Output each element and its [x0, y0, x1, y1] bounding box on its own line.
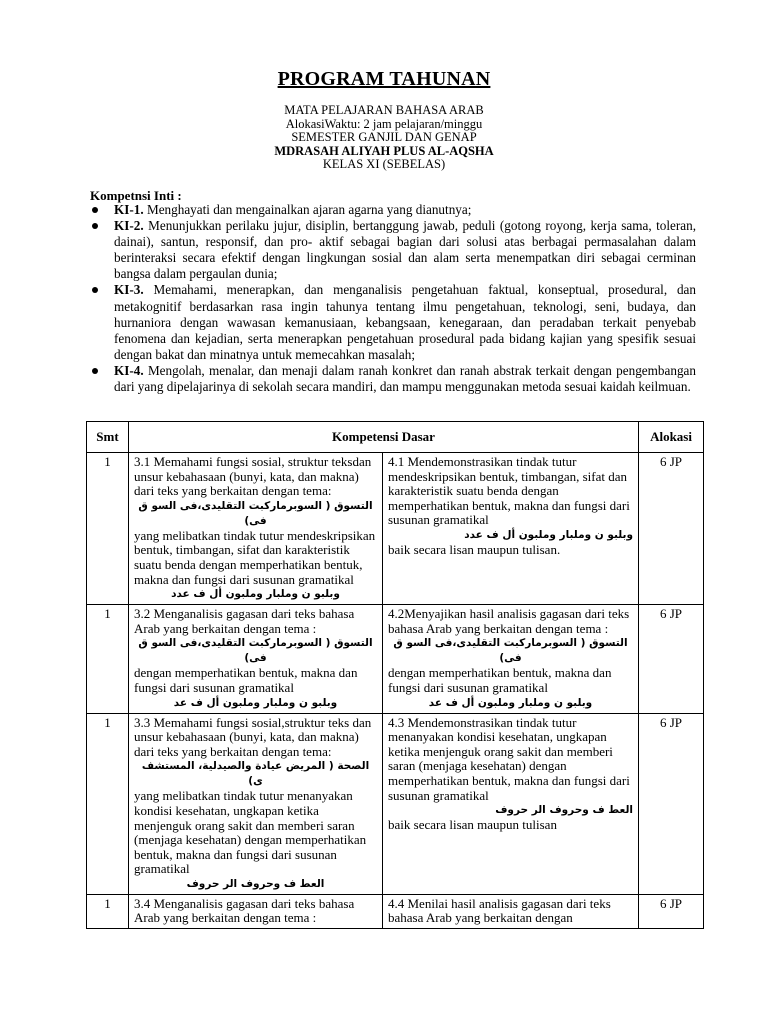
kd-text: dengan memperhatikan bentuk, makna dan fungsi dari susunan gramatikal — [134, 665, 358, 695]
table-row — [87, 894, 704, 928]
kd-skill-cell — [383, 605, 639, 713]
bullet-icon — [92, 223, 98, 229]
kd-text: 3.4 Menganalisis gagasan dari teks bahasa Arab yang berkaitan dengan tema : — [134, 895, 355, 926]
semester-cell: 1 — [87, 453, 129, 605]
kd-skill-cell — [383, 713, 639, 894]
ki-text: Memahami, menerapkan, dan menganalisis pengetahuan faktual, konseptual, prosedural, dan metakognitif berdasarkan rasa ingin tahunya tentang ilmu pengetahuan, teknologi, seni, budaya, dan hurnaniora dengan wawasan kemanusiaan, kebangsaan, kenegaraan, dan peradaban terkait penyebab fenomena dan kejadian, serta menerapkan pengetahuan prosedural pada bidang kajian yang spesifik sesuai dengan bakat dan minatnya untuk memecahkan masalah; — [114, 282, 696, 362]
kd-knowledge-cell — [129, 713, 383, 894]
alokasi-cell: 6 JP — [639, 453, 704, 605]
ki-text: Mengolah, menalar, dan menaji dalam ranah konkret dan ranah abstrak terkait dengan pengembangan dari yang dipelajarinya di sekolah secara mandiri, dan mampu menggunakan metoda sesuai kaidah keilmuan. — [114, 362, 696, 395]
arabic-text: العط ف وحروف الر حروف — [495, 804, 634, 817]
ki-item — [92, 218, 696, 282]
school-name-line: MDRASAH ALIYAH PLUS AL-AQSHA — [274, 143, 494, 158]
kd-knowledge-cell — [129, 605, 383, 713]
alokasi-cell: 6 JP — [639, 605, 704, 713]
ki-code: KI-3. — [114, 282, 144, 298]
header-smt: Smt — [87, 422, 129, 453]
semester-cell: 1 — [87, 713, 129, 894]
bullet-icon — [92, 287, 98, 293]
ki-list — [92, 202, 696, 395]
kd-text: yang melibatkan tindak tutur mendeskripsikan bentuk, timbangan, sifat dan karakteristik suatu benda dengan memperhatikan bentuk, makna dan fungsi dari susunan gramatikal — [134, 527, 376, 587]
kd-knowledge-cell — [129, 894, 383, 928]
ki-text: Menunjukkan perilaku jujur, disiplin, bertanggung jawab, peduli (gotong royong, kerja sama, toleran, dainai), santun, responsif, dan pro- aktif sebagai bagian dari solusi atas berbagai permasalahan dalam berinteraksi secara efektif dengan lingkungan sosial dan alam serta menempatkan diri sebagai cerminan bangsa dalam pergaulan dunia; — [114, 218, 696, 282]
class-line: KELAS XI (SEBELAS) — [322, 157, 446, 172]
kd-text: dengan memperhatikan bentuk, makna dan fungsi dari susunan gramatikal — [388, 665, 612, 695]
kd-text: baik secara lisan maupun tulisan. — [388, 541, 561, 557]
ki-item — [92, 363, 696, 395]
arabic-text: وبلبو ن وملبار وملبون أل ف عدد — [464, 528, 634, 541]
kd-text: 4.3 Mendemonstrasikan tindak tutur menanyakan kondisi kesehatan, ungkapan ketika menjenguk orang sakit dan memberi saran (menjaga kesehatan) dengan memperhatikan bentuk, makna dan fungsi dari susunan gramatikal — [388, 714, 630, 803]
arabic-text: الصحة ( المريض عيادة والصيدلية، المستشف ى) — [141, 760, 370, 788]
table-row — [87, 453, 704, 605]
arabic-text: التسوق ( السوبرماركبت التقليدى،فى السو ق فى) — [393, 637, 628, 665]
kd-text: 3.1 Memahami fungsi sosial, struktur teksdan unsur kebahasaan (bunyi, kata, dan makna) dari teks yang berkaitan dengan tema: — [134, 454, 372, 499]
header-alokasi: Alokasi — [639, 422, 704, 453]
kd-knowledge-cell — [129, 453, 383, 605]
subject-line: MATA PELAJARAN BAHASA ARAB — [284, 103, 484, 117]
alokasi-cell: 6 JP — [639, 713, 704, 894]
arabic-text: وبلبو ن وملبار وملبون أل ف عد — [173, 696, 338, 709]
kd-skill-cell — [383, 894, 639, 928]
ki-item — [92, 282, 696, 362]
ki-code: KI-2. — [114, 218, 144, 234]
competency-table — [86, 421, 704, 929]
table-row — [87, 605, 704, 713]
arabic-text: التسوق ( السوبرماركبت التقليدى،فى السو ق فى) — [138, 499, 373, 527]
bullet-icon — [92, 207, 98, 213]
arabic-text: العط ف وحروف الر حروف — [186, 877, 325, 890]
arabic-text: وبلبو ن وملبار وملبون أل ف عد — [428, 696, 593, 709]
kd-skill-cell — [383, 453, 639, 605]
kd-text: 4.1 Mendemonstrasikan tindak tutur mendeskripsikan bentuk, timbangan, sifat dan karakteristik suatu benda dengan memperhatikan bentuk, makna dan fungsi dari susunan gramatikal — [388, 454, 630, 528]
kd-text: 4.2Menyajikan hasil analisis gagasan dari teks bahasa Arab yang berkaitan dengan tema : — [388, 606, 630, 636]
bullet-icon — [92, 368, 98, 374]
alokasi-cell: 6 JP — [639, 894, 704, 928]
kd-text: 3.3 Memahami fungsi sosial,struktur teks dan unsur kebahasaan (bunyi, kata, dan makna) dari teks yang berkaitan dengan tema: — [134, 714, 372, 759]
document-header — [0, 104, 768, 172]
semester-cell: 1 — [87, 894, 129, 928]
page-title: PROGRAM TAHUNAN — [277, 68, 491, 90]
semester-cell: 1 — [87, 605, 129, 713]
arabic-text: التسوق ( السوبرماركبت التقليدى،فى السو ق فى) — [138, 637, 373, 665]
ki-text: Menghayati dan mengainalkan ajaran agarna yang dianutnya; — [143, 202, 472, 217]
ki-item — [92, 202, 696, 218]
arabic-text: وبلبو ن وملبار وملبون أل ف عدد — [171, 588, 340, 601]
header-kompetensi-dasar: Kompetensi Dasar — [129, 422, 639, 453]
table-row — [87, 713, 704, 894]
kd-text: baik secara lisan maupun tulisan — [388, 817, 557, 833]
semester-line: SEMESTER GANJIL DAN GENAP — [291, 130, 477, 145]
ki-heading: Kompetnsi Inti : — [90, 188, 182, 203]
kd-text: 4.4 Menilai hasil analisis gagasan dari teks bahasa Arab yang berkaitan dengan — [388, 895, 611, 926]
kd-text: yang melibatkan tindak tutur menanyakan kondisi kesehatan, ungkapan ketika menjenguk orang sakit dan memberi saran (menjaga kesehatan) dengan memperhatikan bentuk, makna dan fungsi dari susunan gramatikal — [134, 788, 367, 877]
time-allocation-line: AlokasiWaktu: 2 jam pelajaran/minggu — [285, 116, 483, 131]
kd-text: 3.2 Menganalisis gagasan dari teks bahasa Arab yang berkaitan dengan tema : — [134, 606, 355, 636]
table-header-row — [87, 422, 704, 453]
ki-code: KI-1. — [114, 202, 144, 217]
ki-code: KI-4. — [114, 362, 144, 378]
